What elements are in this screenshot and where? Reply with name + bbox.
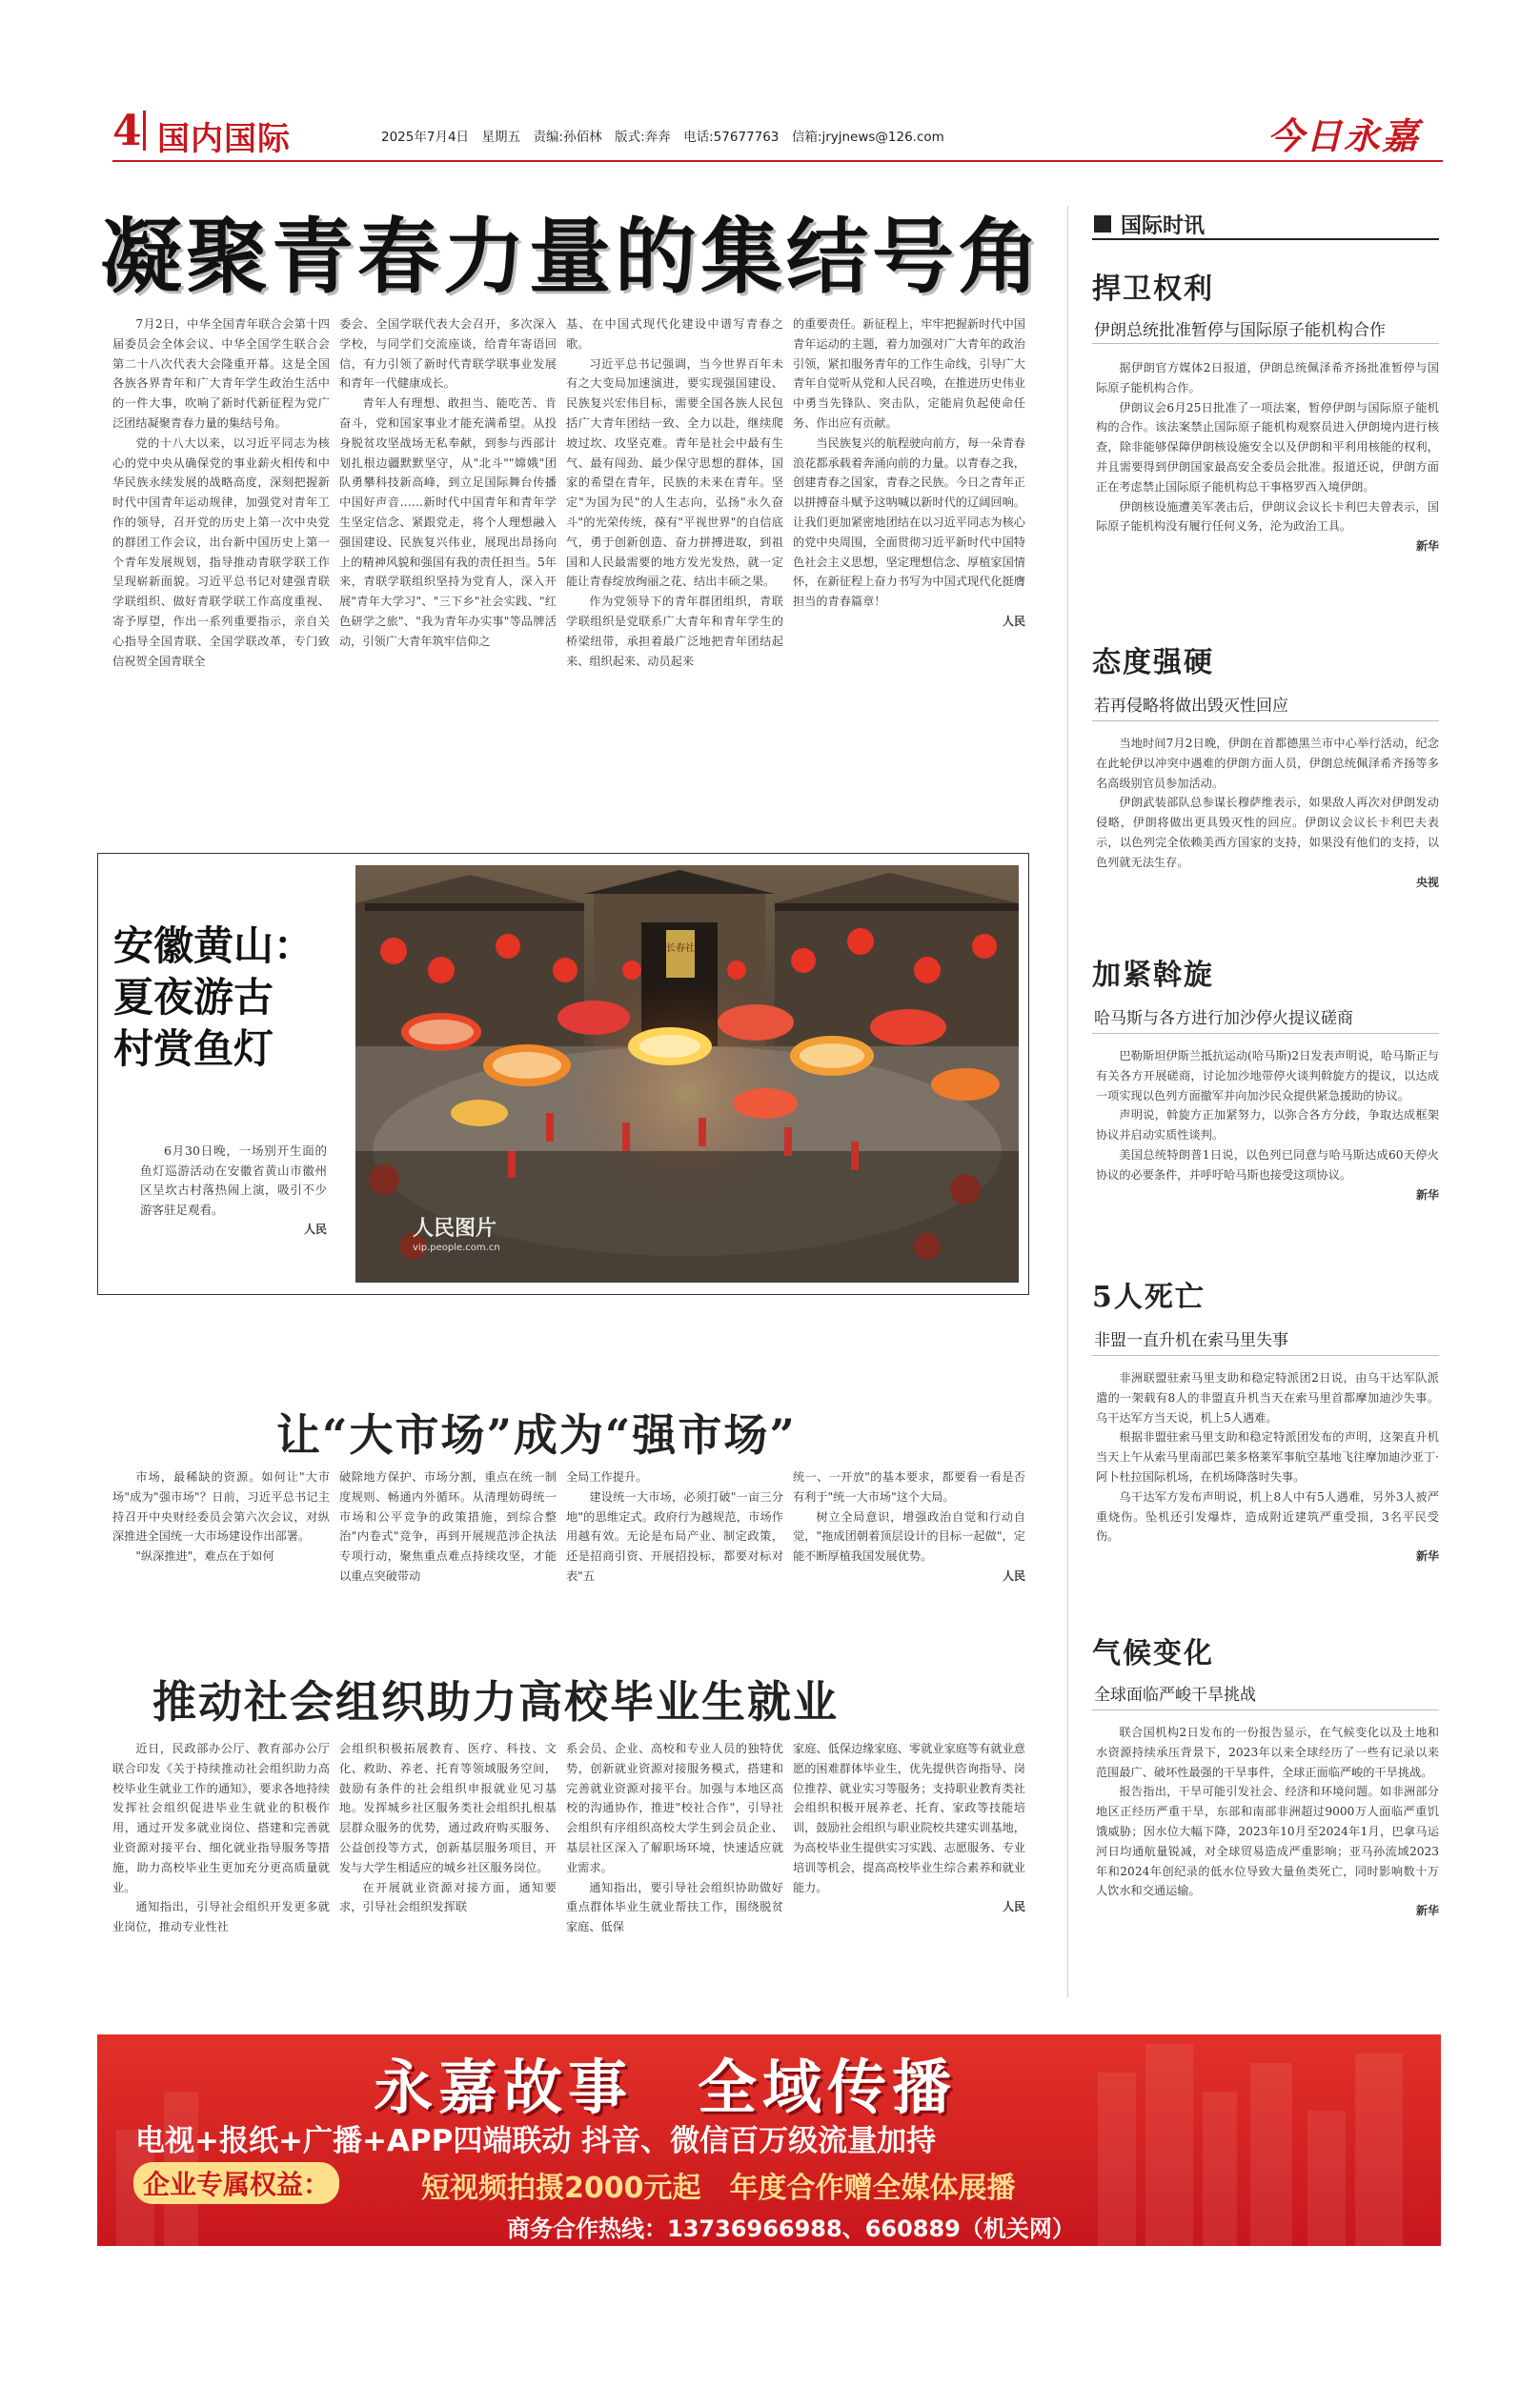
ad-banner [97, 2034, 1441, 2246]
paragraph: 青年人有理想、敢担当、能吃苦、肯奋斗，党和国家事业才能充满希望。从投身脱贫攻坚战场无私奉献，到参与西部计划扎根边疆默默坚守，从"北斗""嫦娥"团队勇攀科技新高峰，到立足国际舞台传播中国好声音……新时代中国青年和青年学生坚定信念、紧跟党走，将个人理想融入强国建设、民族复兴伟业，展现出昂扬向上的精神风貌和强国有我的责任担当。5年来，青联学联组织坚持为党育人，深入开展"青年大学习"、"三下乡"社会实践、"红色研学之旅"、"我为青年办实事"等品牌活动，引领广大青年筑牢信仰之 [339, 396, 557, 648]
news-rule [1092, 1355, 1439, 1356]
news-body: 当地时间7月2日晚，伊朗在首都德黑兰市中心举行活动，纪念在此轮伊以冲突中遇难的伊朗方面人员，伊朗总统佩泽希齐扬等多名高级别官员参加活动。 伊朗武装部队总参谋长穆萨维表示，如果敌人再次对伊朗发动侵略，伊朗将做出更具毁灭性的回应。伊朗议会议长卡利巴夫表示，以色列完全依赖美西方国家的支持，如果没有他们的支持，以色列就无法生存。 央视 [1096, 734, 1439, 892]
news-headline: 态度强硬 [1092, 646, 1214, 679]
header-meta: 2025年7月4日 星期五 责编:孙佰林 版式:奔奔 电话:57677763 信箱:jryjnews@126.com [381, 130, 944, 145]
sidebar-title: 国际时讯 [1121, 214, 1206, 238]
market-col-4: 统一、一开放"的基本要求，都要看一看是否有利于"统一大市场"这个大局。 树立全局意识，增强政治自觉和行动自觉，"拖成团朝着顶层设计的目标一起做"，定能不断厚植我国发展优势。 人民 [793, 1467, 1025, 1587]
news-subhead: 若再侵略将做出毁灭性回应 [1094, 697, 1288, 716]
news-rule [1092, 343, 1439, 344]
employment-col-4: 家庭、低保边缘家庭、零就业家庭等有就业意愿的困难群体毕业生，优先提供咨询指导、岗位推荐、就业实习等服务；支持职业教育类社会组织积极开展养老、托育、家政等技能培训，鼓励社会组织与职业院校共建实训基地，为高校毕业生提供实习实践、志愿服务、专业培训等机会，提高高校毕业生综合素养和就业能力。 人民 [793, 1739, 1025, 1917]
main-article-col-1 [112, 314, 330, 671]
photo-title-line: 安徽黄山： [113, 922, 314, 969]
news-source: 新华 [1415, 1904, 1439, 1918]
main-article-col-3 [566, 314, 783, 671]
news-source: 央视 [1415, 875, 1439, 889]
photo-story-title [113, 920, 323, 1075]
square-icon [1094, 215, 1111, 233]
news-rule [1092, 720, 1439, 721]
article-source: 人民 [1002, 614, 1025, 628]
main-headline: 凝聚青春力量的集结号角 [100, 210, 1044, 305]
news-rule [1092, 1709, 1439, 1710]
article-source: 人民 [1002, 1568, 1025, 1583]
sidebar-title-bar [1092, 210, 1439, 240]
paragraph: 当民族复兴的航程驶向前方，每一朵青春浪花都承载着奔涌向前的力量。以青春之我，创建青春之国家，青春之民族。今日之青年正以拼搏奋斗赋予这呐喊以新时代的辽阔回响。让我们更加紧密地团结在以习近平同志为核心的党中央周围，全面贯彻习近平新时代中国特色社会主义思想，坚定理想信念、厚植家国情怀，在新征程上奋力书写为中国式现代化挺膺担当的青春篇章！ [793, 435, 1025, 609]
news-body: 据伊朗官方媒体2日报道，伊朗总统佩泽希齐扬批准暂停与国际原子能机构合作。 伊朗议会6月25日批准了一项法案，暂停伊朗与国际原子能机构的合作。该法案禁止国际原子能机构观察员进入伊朗境内进行核查，除非能够保障伊朗核设施安全以及伊朗和平利用核能的权利，并且需要得到伊朗国家最高安全委员会批准。报道还说，伊朗方面正在考虑禁止国际原子能机构总干事格罗西入境伊朗。 伊朗核设施遭美军袭击后，伊朗议会议长卡利巴夫曾表示，国际原子能机构没有履行任何义务，沦为政治工具。 新华 [1096, 358, 1439, 556]
photo-caption: 6月30日晚，一场别开生面的鱼灯巡游活动在安徽省黄山市徽州区呈坎古村落热闹上演，吸引不少游客驻足观看。 人民 [140, 1142, 327, 1240]
market-col-1: 市场，最稀缺的资源。如何让"大市场"成为"强市场"？日前，习近平总书记主持召开中央财经委员会第六次会议，对纵深推进全国统一大市场建设作出部署。 "纵深推进"，难点在于如何 [112, 1470, 330, 1564]
lantern-scene [355, 865, 1019, 1283]
sidebar-column-divider [1067, 206, 1068, 1997]
ad-subline: 电视+报纸+广播+APP四端联动 抖音、微信百万级流量加持 [135, 2124, 937, 2158]
news-headline: 5人死亡 [1092, 1281, 1206, 1314]
section-title: 国内国际 [157, 120, 291, 158]
newspaper-logo: 今日永嘉 [1267, 114, 1421, 157]
news-headline: 气候变化 [1092, 1637, 1214, 1670]
news-body: 巴勒斯坦伊斯兰抵抗运动(哈马斯)2日发表声明说，哈马斯正与有关各方开展磋商，讨论加沙地带停火谈判斡旋方的提议，以达成一项实现以色列方面撤军并向加沙民众提供紧急援助的协议。 声明说，斡旋方正加紧努力，以弥合各方分歧，争取达成框架协议并启动实质性谈判。 美国总统特朗普1日说，以色列已同意与哈马斯达成60天停火协议的必要条件，并呼吁哈马斯也接受这项协议。 新华 [1096, 1046, 1439, 1204]
lantern-photo [355, 865, 1019, 1283]
news-subhead: 全球面临严峻干旱挑战 [1094, 1686, 1256, 1705]
news-rule [1092, 1033, 1439, 1034]
photo-title-line: 村赏鱼灯 [113, 1025, 274, 1072]
news-body: 非洲联盟驻索马里支助和稳定特派团2日说，由乌干达军队派遣的一架载有8人的非盟直升机当天在索马里首都摩加迪沙失事。乌干达军方当天说，机上5人遇难。 根据非盟驻索马里支助和稳定特派团发布的声明，这架直升机当天上午从索马里南部巴莱多格莱军事航空基地飞往摩加迪沙亚丁·阿卜杜拉国际机场，在机场降落时失事。 乌干达军方发布声明说，机上8人中有5人遇难，另外3人被严重烧伤。坠机还引发爆炸，造成附近建筑严重受损，3名平民受伤。 新华 [1096, 1368, 1439, 1567]
news-source: 新华 [1415, 1187, 1439, 1202]
ad-headline: 永嘉故事 全域传播 [374, 2053, 958, 2122]
ad-badge: 企业专属权益： [133, 2162, 339, 2204]
watermark: 人民图片 [413, 1217, 497, 1241]
article-source: 人民 [1002, 1900, 1025, 1914]
market-col-3: 全局工作提升。 建设统一大市场，必须打破"一亩三分地"的思维定式。政府行为越规范，市场作用越有效。无论是布局产业、制定政策，还是招商引资、开展招投标，都要对标对表"五 [566, 1470, 783, 1583]
header-divider [143, 111, 146, 151]
photo-title-line: 夏夜游古 [113, 974, 274, 1021]
news-subhead: 非盟一直升机在索马里失事 [1094, 1331, 1288, 1350]
paragraph: 委会、全国学联代表大会召开，多次深入学校，与同学们交流座谈，给青年寄语回信，有力引领了新时代青联学联事业发展和青年一代健康成长。 [339, 317, 557, 391]
market-headline: 让“大市场”成为“强市场” [276, 1409, 797, 1461]
news-subhead: 伊朗总统批准暂停与国际原子能机构合作 [1094, 321, 1386, 340]
news-subhead: 哈马斯与各方进行加沙停火提议磋商 [1094, 1009, 1353, 1028]
header-rule [112, 160, 1443, 162]
gate-sign: 长春社 [666, 943, 695, 954]
main-article-col-4 [793, 314, 1025, 632]
photo-story-box [97, 853, 1029, 1295]
market-col-2: 破除地方保护、市场分割，重点在统一制度规则、畅通内外循环。从清理妨碍统一市场和公平竞争的政策措施，到综合整治"内卷式"竞争，再到开展规范涉企执法专项行动，聚焦重点难点持续攻坚，才能以重点突破带动 [339, 1470, 557, 1583]
main-article-col-2 [339, 314, 557, 652]
page-number: 4 [112, 107, 142, 155]
news-headline: 加紧斡旋 [1092, 959, 1214, 992]
news-source: 新华 [1415, 539, 1439, 554]
employment-col-1: 近日，民政部办公厅、教育部办公厅联合印发《关于持续推动社会组织助力高校毕业生就业工作的通知》，要求各地持续发挥社会组织促进毕业生就业的积极作用，通过开发多就业岗位、搭建和完善就业资源对接平台、细化就业指导服务等措施，助力高校毕业生更加充分更高质量就业。 通知指出，引导社会组织开发更多就业岗位，推动专业性社 [112, 1742, 330, 1934]
news-body: 联合国机构2日发布的一份报告显示，在气候变化以及土地和水资源持续承压背景下，2023年以来全球经历了一些有记录以来范围最广、破坏性最强的干旱事件，全球正面临严峻的干旱挑战。 报告指出，干旱可能引发社会、经济和环境问题。如非洲部分地区正经历严重干旱，东部和南部非洲超过9000万人面临严重饥饿威胁；因水位大幅下降，2023年10月至2024年1月，巴拿马运河日均通航量锐减，对全球贸易造成严重影响；亚马孙流域2023年和2024年创纪录的低水位导致大量鱼类死亡，同时影响数十万人饮水和交通运输。 新华 [1096, 1723, 1439, 1921]
page-header [0, 0, 1540, 162]
watermark-url: vip.people.com.cn [413, 1243, 500, 1253]
news-headline: 捍卫权利 [1092, 273, 1214, 306]
employment-col-3: 系会员、企业、高校和专业人员的独特优势，创新就业资源对接服务模式，搭建和完善就业资源对接平台。加强与本地区高校的沟通协作，推进"校社合作"，引导社会组织有序组织高校大学生到会员企业、基层社区深入了解职场环境，快速适应就业需求。 通知指出，要引导社会组织协助做好重点群体毕业生就业帮扶工作，围绕脱贫家庭、低保 [566, 1742, 783, 1934]
paragraph: 党的十八大以来，以习近平同志为核心的党中央从确保党的事业薪火相传和中华民族永续发展的战略高度，深刻把握新时代中国青年运动规律，加强党对青年工作的领导，召开党的历史上第一次中央党的群团工作会议，出台新中国历史上第一个青年发展规划，指导推动青联学联工作呈现崭新面貌。习近平总书记对建强青联学联组织、做好青联学联工作高度重视、寄予厚望，作出一系列重要指示，亲自关心指导全国青联、全国学联改革，专门致信祝贺全国青联全 [112, 435, 330, 668]
employment-headline: 推动社会组织助力高校毕业生就业 [152, 1676, 839, 1728]
ad-offer: 短视频拍摄2000元起 年度合作赠全媒体展播 [421, 2172, 1016, 2205]
paragraph: 的重要责任。新征程上，牢牢把握新时代中国青年运动的主题，着力加强对广大青年的政治引领，紧扣服务青年的工作生命线，引导广大青年自觉听从党和人民召唤，在推进历史伟业中勇当先锋队、突击队，定能肩负起使命任务、作出应有贡献。 [793, 317, 1025, 430]
photo-source: 人民 [303, 1223, 327, 1236]
paragraph: 习近平总书记强调，当今世界百年未有之大变局加速演进，要实现强国建设、民族复兴宏伟目标，需要全国各族人民包括广大青年团结一致、全力以赴，继续爬坡过坎、攻坚克难。青年是社会中最有生气、最有闯劲、最少保守思想的群体，国家的希望在青年，民族的未来在青年。坚定"为国为民"的人生志向，弘扬"永久奋斗"的光荣传统，葆有"平视世界"的自信底气，勇于创新创造、奋力拼搏进取，到祖国和人民最需要的地方发光发热，就一定能让青春绽放绚丽之花、结出丰硕之果。 [566, 356, 783, 589]
news-source: 新华 [1415, 1549, 1439, 1564]
paragraph: 作为党领导下的青年群团组织，青联学联组织是党联系广大青年和青年学生的桥梁纽带，承担着最广泛地把青年团结起来、组织起来、动员起来 [566, 595, 783, 668]
paragraph: 基、在中国式现代化建设中谱写青春之歌。 [566, 317, 783, 351]
ad-hotline[interactable]: 商务合作热线：13736966988、660889（机关网） [507, 2215, 1075, 2242]
employment-col-2: 会组织积极拓展教育、医疗、科技、文化、救助、养老、托育等领域服务空间，鼓励有条件的社会组织申报就业见习基地。发挥城乡社区服务类社会组织扎根基层群众服务的优势，通过政府购买服务、公益创投等方式，创新基层服务项目，开发与大学生相适应的城乡社区服务岗位。 在开展就业资源对接方面，通知要求，引导社会组织发挥联 [339, 1742, 557, 1914]
paragraph: 7月2日，中华全国青年联合会第十四届委员会全体会议、中华全国学生联合会第二十八次代表大会隆重开幕。这是全国各族各界青年和广大青年学生政治生活中的一件大事，吹响了新时代新征程为党广泛团结凝聚青春力量的集结号角。 [112, 317, 330, 430]
